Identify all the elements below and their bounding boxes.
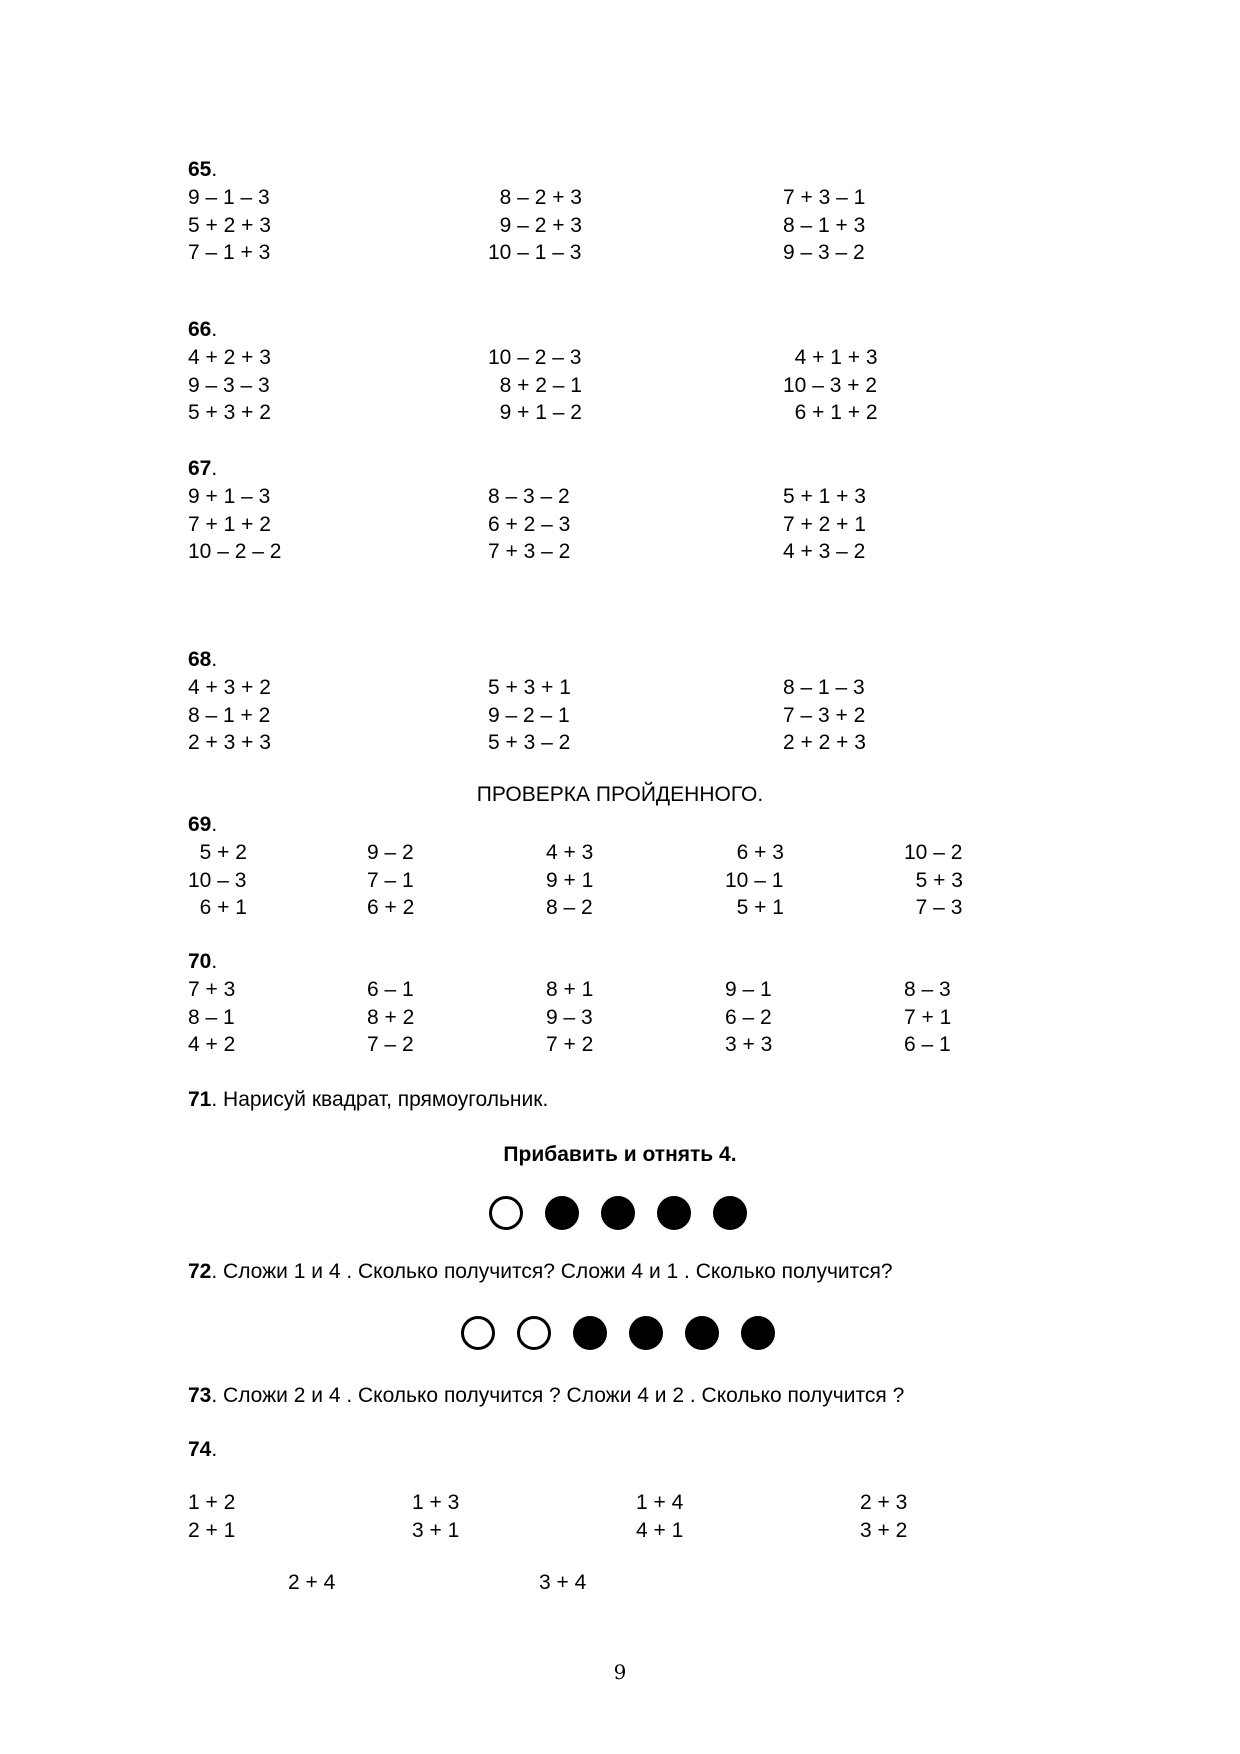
expression: 7 – 3 (904, 896, 963, 919)
section-title: Прибавить и отнять 4. (503, 1143, 737, 1166)
expression-grid (188, 976, 1083, 1059)
expression: 6 + 1 + 2 (783, 401, 878, 424)
filled-circle (713, 1196, 747, 1230)
expression: 9 – 1 (725, 978, 772, 1001)
exercise-67 (188, 455, 1083, 566)
filled-circle (573, 1316, 607, 1350)
exercise-number: 72 (188, 1260, 212, 1283)
exercise-text: . Сложи 1 и 4 . Сколько получится? Сложи 4 и 1 . Сколько получится? (211, 1260, 893, 1283)
expression: 9 – 2 + 3 (488, 213, 582, 237)
expression: 5 + 3 + 2 (188, 401, 271, 424)
expression: 2 + 2 + 3 (783, 731, 866, 754)
expression-grid (188, 483, 1083, 566)
expression: 6 + 1 (188, 896, 247, 919)
expression: 5 + 3 (904, 868, 963, 892)
expression: 8 – 1 + 3 (783, 213, 866, 237)
exercise-66 (188, 316, 1083, 427)
empty-circle (517, 1316, 551, 1350)
expression: 2 + 4 (288, 1571, 336, 1594)
exercise-74-number (188, 1436, 217, 1464)
exercise-number: 65. (188, 158, 218, 181)
expression: 8 – 1 – 3 (783, 676, 865, 699)
expression: 7 + 3 – 2 (488, 540, 571, 563)
filled-circle (601, 1196, 635, 1230)
exercise-number: 71 (188, 1088, 212, 1111)
expression: 8 – 1 (188, 1005, 235, 1029)
expression: 7 + 2 (546, 1033, 594, 1056)
expression: 7 + 2 + 1 (783, 512, 866, 536)
counting-circles-1-4 (489, 1196, 769, 1230)
expression: 1 + 3 (412, 1491, 460, 1514)
expression: 10 – 3 + 2 (783, 373, 877, 397)
filled-circle (685, 1316, 719, 1350)
exercise-number: 69. (188, 813, 218, 836)
exercise-74 (188, 1489, 1084, 1544)
filled-circle (741, 1316, 775, 1350)
expression: 2 + 3 + 3 (188, 731, 271, 754)
expression: 5 + 2 (188, 841, 247, 864)
expression: 4 + 1 + 3 (783, 346, 878, 369)
expression-grid (188, 1489, 1084, 1544)
empty-circle (461, 1316, 495, 1350)
expression: 8 + 2 (367, 1005, 415, 1029)
expression: 1 + 4 (636, 1491, 684, 1514)
expression: 8 + 2 – 1 (488, 373, 582, 397)
expression: 3 + 2 (860, 1518, 908, 1542)
filled-circle (657, 1196, 691, 1230)
expression: 8 – 3 (904, 978, 951, 1001)
expression: 4 + 3 + 2 (188, 676, 271, 699)
expression: 4 + 3 – 2 (783, 540, 866, 563)
expression: 7 – 2 (367, 1033, 414, 1056)
expression: 6 – 1 (367, 978, 414, 1001)
expression: 7 – 1 (367, 868, 414, 892)
expression: 7 + 1 (904, 1005, 952, 1029)
exercise-72 (188, 1260, 893, 1284)
expression: 4 + 1 (636, 1518, 684, 1542)
expression: 2 + 1 (188, 1518, 236, 1542)
exercise-65 (188, 156, 1083, 267)
expression-grid (188, 839, 1083, 922)
expression: 8 – 3 – 2 (488, 485, 570, 508)
expression: 3 + 1 (412, 1518, 460, 1542)
expression: 6 + 2 (367, 896, 415, 919)
expression: 10 – 1 (725, 868, 784, 892)
exercise-number: 68. (188, 648, 218, 671)
expression: 10 – 3 (188, 868, 247, 892)
expression: 9 + 1 – 2 (488, 401, 582, 424)
expression: 9 – 3 – 2 (783, 241, 865, 264)
exercise-number: 73 (188, 1384, 212, 1407)
expression: 9 – 2 (367, 841, 414, 864)
expression-grid (188, 184, 1083, 267)
expression: 5 + 1 + 3 (783, 485, 866, 508)
expression: 6 – 1 (904, 1033, 951, 1056)
expression: 10 – 2 – 3 (488, 346, 582, 369)
expression: 1 + 2 (188, 1491, 236, 1514)
exercise-text: . Нарисуй квадрат, прямоугольник. (211, 1088, 549, 1111)
exercise-70 (188, 948, 1083, 1059)
expression: 10 – 2 – 2 (188, 540, 282, 563)
exercise-text: . Сложи 2 и 4 . Сколько получится ? Сложи 4 и 2 . Сколько получится ? (211, 1384, 905, 1407)
expression: 3 + 4 (539, 1571, 587, 1594)
expression: 9 – 3 (546, 1005, 593, 1029)
exercise-73 (188, 1384, 904, 1408)
expression: 4 + 2 + 3 (188, 346, 271, 369)
expression: 7 + 3 (188, 978, 236, 1001)
expression-grid (188, 344, 1083, 427)
exercise-71 (188, 1088, 548, 1112)
expression: 5 + 3 + 1 (488, 676, 571, 699)
expression: 9 + 1 – 3 (188, 485, 271, 508)
exercise-number: 70. (188, 950, 218, 973)
expression: 9 – 2 – 1 (488, 703, 570, 727)
expression: 6 + 3 (725, 841, 784, 864)
exercise-69 (188, 811, 1083, 922)
expression: 5 + 1 (725, 896, 784, 919)
expression: 3 + 3 (725, 1033, 773, 1056)
empty-circle (489, 1196, 523, 1230)
expression: 7 + 3 – 1 (783, 186, 866, 209)
filled-circle (545, 1196, 579, 1230)
exercise-number: 67. (188, 457, 218, 480)
expression: 2 + 3 (860, 1491, 908, 1514)
expression: 10 – 2 (904, 841, 963, 864)
expression: 8 – 2 + 3 (488, 186, 582, 209)
expression-grid (188, 674, 1083, 757)
expression: 6 + 2 – 3 (488, 512, 571, 536)
expression: 7 + 1 + 2 (188, 512, 271, 536)
filled-circle (629, 1316, 663, 1350)
expression: 9 – 3 – 3 (188, 373, 270, 397)
expression: 4 + 3 (546, 841, 594, 864)
expression: 6 – 2 (725, 1005, 772, 1029)
expression: 8 – 1 + 2 (188, 703, 271, 727)
expression: 7 – 3 + 2 (783, 703, 866, 727)
counting-circles-2-4 (461, 1316, 797, 1350)
page-number: 9 (613, 1660, 627, 1684)
expression: 4 + 2 (188, 1033, 236, 1056)
expression: 5 + 3 – 2 (488, 731, 571, 754)
expression: 9 – 1 – 3 (188, 186, 270, 209)
expression: 9 + 1 (546, 868, 594, 892)
review-heading: ПРОВЕРКА ПРОЙДЕННОГО. (476, 783, 764, 806)
expression: 7 – 1 + 3 (188, 241, 271, 264)
expression: 8 + 1 (546, 978, 594, 1001)
expression: 10 – 1 – 3 (488, 241, 582, 264)
exercise-68 (188, 646, 1083, 757)
expression: 8 – 2 (546, 896, 593, 919)
exercise-number: 66. (188, 318, 218, 341)
expression: 5 + 2 + 3 (188, 213, 271, 237)
exercise-number: 74. (188, 1438, 218, 1461)
